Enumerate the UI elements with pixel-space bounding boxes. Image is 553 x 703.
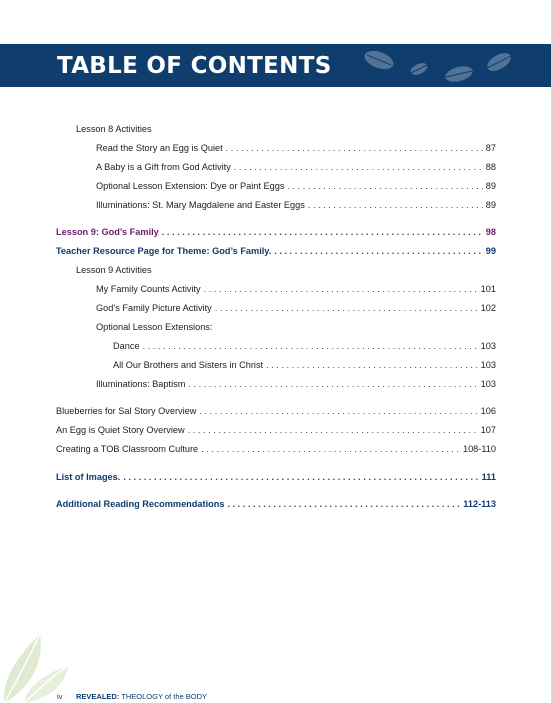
title-banner xyxy=(0,44,551,87)
leader-dots xyxy=(227,499,460,509)
page-title: TABLE OF CONTENTS xyxy=(57,53,332,79)
toc-entry-label: List of Images. xyxy=(56,472,121,482)
toc-entry-label: Lesson 9: God’s Family xyxy=(56,227,159,237)
leader-dots xyxy=(234,162,483,172)
toc-entry[interactable] xyxy=(96,303,496,313)
toc-entry[interactable] xyxy=(56,444,496,454)
leaf-icon xyxy=(362,48,396,72)
leader-dots xyxy=(123,472,478,482)
leader-dots xyxy=(199,406,477,416)
toc-entry[interactable] xyxy=(96,162,496,172)
toc-entry-label: Additional Reading Recommendations xyxy=(56,499,225,509)
toc-entry-page: 103 xyxy=(480,341,496,351)
toc-lesson9-entry[interactable] xyxy=(56,227,496,237)
toc-entry-label: Dance xyxy=(113,341,140,351)
lesson9-activities-heading: Lesson 9 Activities xyxy=(76,265,152,275)
leader-dots xyxy=(143,341,478,351)
toc-entry-page: 87 xyxy=(485,143,496,153)
toc-entry[interactable] xyxy=(96,181,496,191)
toc-teacher-resource-entry[interactable] xyxy=(56,246,496,256)
toc-entry-page: 98 xyxy=(485,227,496,237)
toc-entry-page: 108-110 xyxy=(462,444,496,454)
lesson8-activities-heading: Lesson 8 Activities xyxy=(76,124,152,134)
toc-entry-label: A Baby is a Gift from God Activity xyxy=(96,162,231,172)
toc-entry-label: All Our Brothers and Sisters in Christ xyxy=(113,360,264,370)
toc-entry-page: 88 xyxy=(485,162,496,172)
leader-dots xyxy=(287,181,482,191)
leader-dots xyxy=(201,444,460,454)
leader-dots xyxy=(226,143,483,153)
toc-entry-page: 106 xyxy=(480,406,496,416)
leader-dots xyxy=(274,246,482,256)
toc-entry-page: 102 xyxy=(480,303,496,313)
footer-brand-rest: THEOLOGY of the BODY xyxy=(119,692,208,701)
leader-dots xyxy=(188,379,477,389)
toc-entry[interactable] xyxy=(96,284,496,294)
toc-entry[interactable] xyxy=(96,200,496,210)
leaf-icon xyxy=(484,51,514,73)
toc-entry[interactable] xyxy=(113,341,496,351)
toc-entry-label: Illuminations: St. Mary Magdalene and Easter Eggs xyxy=(96,200,305,210)
toc-entry-label: Creating a TOB Classroom Culture xyxy=(56,444,199,454)
leader-dots xyxy=(215,303,478,313)
toc-entry-label: Blueberries for Sal Story Overview xyxy=(56,406,197,416)
toc-entry-page: 107 xyxy=(480,425,496,435)
footer-brand xyxy=(76,692,207,701)
toc-entry-label: God’s Family Picture Activity xyxy=(96,303,212,313)
leaf-icon xyxy=(408,61,430,77)
leader-dots xyxy=(204,284,478,294)
leader-dots xyxy=(308,200,483,210)
toc-entry[interactable] xyxy=(96,379,496,389)
toc-entry-page: 103 xyxy=(480,360,496,370)
optional-extensions-heading: Optional Lesson Extensions: xyxy=(96,322,213,332)
toc-entry-page: 99 xyxy=(485,246,496,256)
footer-brand-bold: REVEALED: xyxy=(76,692,120,701)
toc-list-of-images-entry[interactable] xyxy=(56,472,496,482)
toc-entry-label: Illuminations: Baptism xyxy=(96,379,186,389)
toc-entry-page: 89 xyxy=(485,181,496,191)
leader-dots xyxy=(162,227,483,237)
toc-entry[interactable] xyxy=(96,143,496,153)
leader-dots xyxy=(266,360,478,370)
toc-entry[interactable] xyxy=(56,406,496,416)
toc-entry-label: An Egg is Quiet Story Overview xyxy=(56,425,185,435)
toc-entry-page: 101 xyxy=(480,284,496,294)
toc-entry-page: 89 xyxy=(485,200,496,210)
toc-entry[interactable] xyxy=(56,425,496,435)
page-number: iv xyxy=(57,692,63,701)
toc-entry[interactable] xyxy=(113,360,496,370)
toc-additional-reading-entry[interactable] xyxy=(56,499,496,509)
leader-dots xyxy=(188,425,478,435)
toc-entry-page: 103 xyxy=(480,379,496,389)
toc-entry-label: Optional Lesson Extension: Dye or Paint Eggs xyxy=(96,181,285,191)
toc-entry-label: My Family Counts Activity xyxy=(96,284,201,294)
toc-entry-label: Teacher Resource Page for Theme: God’s Family. xyxy=(56,246,272,256)
toc-entry-page: 111 xyxy=(481,472,496,482)
leaf-icon xyxy=(443,63,475,85)
toc-entry-page: 112-113 xyxy=(463,499,496,509)
toc-entry-label: Read the Story an Egg is Quiet xyxy=(96,143,223,153)
